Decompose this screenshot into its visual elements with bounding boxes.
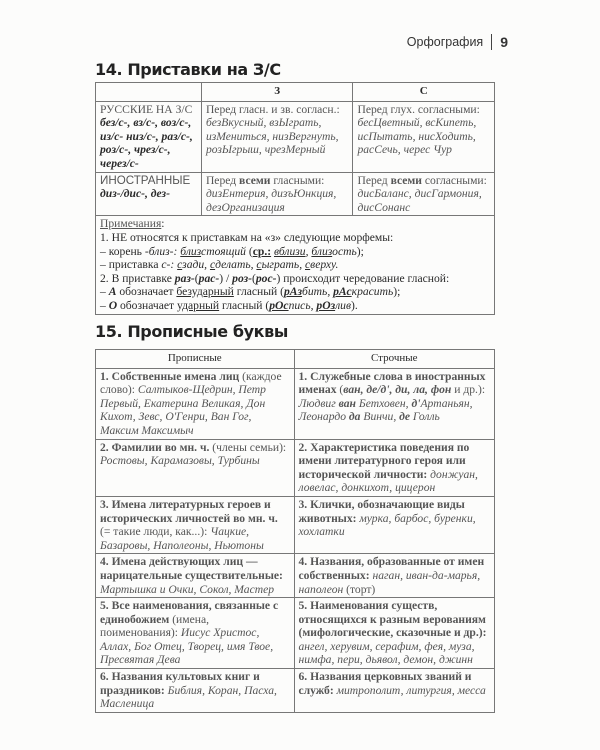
text-run: ыграть, [261,258,305,272]
text-line [299,441,491,495]
section-15-title: 15. Прописные буквы [95,322,288,341]
text-run: ). [351,298,358,312]
text-run: Перед гласн. и зв. согласн.: [205,102,340,116]
uppercase-rule-cell [96,368,295,439]
row-label-prefixes: без/с-, вз/с-, воз/с-, из/с- низ/с-, раз/с-, роз/с-, чрез/с-, через/с- [100,116,193,170]
text-line [100,285,490,299]
text-run: Салтыков-Щедрин, Петр Первый, Екатерина Великая, Дон Кихот, Зевс, О'Генри, Ван Гог, Максим Максимыч [100,383,266,437]
text-run: ( [251,271,256,285]
text-line [357,103,490,157]
text-line [100,231,490,245]
text-run: безВкусный, взЫграть, изМениться, низВергнуть, розЫгрыш, чрезМерный [205,116,339,157]
table-row-foreign [96,172,495,216]
table-row [96,496,495,553]
text-line [206,174,349,215]
text-run: А [108,285,117,299]
text-run: бесЦветный, всКипеть, исПытать, нисХодить, расСечь, черес Чур [357,116,477,157]
text-line [100,272,490,286]
table-row [96,669,495,713]
text-run: д' [411,396,421,410]
text-run: вблизи [273,244,306,258]
text-run: 1. Собственные имена лиц [100,369,240,383]
text-run: – [100,285,109,299]
text-run: 5. Наименования существ, относящихся к разным верованиям (мифологические, сказочные и др.): [298,599,487,640]
text-run: ) / [219,271,233,285]
text-line [100,599,290,667]
text-run: Бетховен, [356,396,412,410]
column-header-s: С [353,83,495,102]
text-run: (члены семьи): [209,440,287,454]
column-header-lowercase: Строчные [294,350,495,369]
text-run: 5. Все наименования, связанные с единобожием [100,599,279,626]
text-run: – корень [100,244,145,258]
notes-row [96,216,495,314]
text-run: и др.): [451,383,486,397]
text-run: Перед [357,173,391,187]
text-run: Перед глух. согласными: [357,102,480,116]
text-run: (торт) [343,582,376,596]
text-run: стоящий [201,244,246,258]
text-run: 2. Характеристика поведения по имени литературного героя или исторической личности: [298,440,470,481]
text-line [100,370,290,438]
uppercase-rule-cell [96,496,295,553]
row-label [96,101,202,172]
cell-s [353,101,495,172]
text-run: ван, де/д', ди, ла, фон [343,383,452,397]
table-row [96,554,495,598]
text-run: бить, [302,285,334,299]
text-line [357,174,490,215]
text-line [100,245,490,259]
table-row [96,368,495,439]
text-line [299,370,491,424]
text-run: верху. [310,258,339,272]
text-run: ван [338,396,356,410]
text-run: с [256,258,262,272]
notes-lines [100,231,490,313]
text-run: ( [245,244,253,258]
text-run: , [305,244,312,258]
lowercase-rule-cell [294,669,495,713]
table-row [96,598,495,669]
text-run: – приставка [100,258,162,272]
text-run: с-: [161,258,178,272]
text-run: дизЕнтерия, дизъЮнкция, дезОрганизация [205,187,337,214]
text-run: дисБаланс, дисГармония, дисСонанс [357,187,482,214]
text-run: Людвиг [298,396,339,410]
text-run: 3. Имена литературных героев и исторических личностей во мн. ч. [100,497,278,525]
table-row-russian [96,101,495,172]
table-header-row [96,83,495,102]
column-header-uppercase: Прописные [96,350,295,369]
section-14-title: 14. Приставки на З/С [95,60,281,79]
text-run: Голль [410,410,440,424]
text-run: гласный ( [233,285,284,299]
text-run: О [108,298,118,312]
text-run: 6. Названия церковных званий и служб: [298,670,472,697]
section-name: Орфография [406,35,484,49]
text-run: близ [180,244,202,258]
text-run: раз- [174,271,195,285]
text-run: рОс [269,298,289,312]
capitals-table [95,349,495,713]
text-run: ударный [177,298,220,312]
text-run: – [100,298,109,312]
text-run: безударный [176,285,234,299]
text-line [299,555,491,596]
text-run: Винчи, [360,410,400,424]
text-run: согласными: [421,173,487,187]
text-run: обозначает [116,285,177,299]
text-run: рАз [283,285,303,299]
uppercase-rule-cell [96,598,295,669]
text-run: митрополит, литургия, месса [336,683,486,697]
text-run: да [348,410,361,424]
text-run: Артаньян, Леонардо [298,396,473,424]
column-header [96,83,202,102]
text-run: Библия, Коран, Пасха, Масленица [100,683,277,711]
text-run: гласный ( [219,298,270,312]
notes-title: Примечания [100,217,162,231]
text-run: пись, [288,298,317,312]
column-header-z: З [201,83,353,102]
text-run: ангел, херувим, серафим, фея, муза, нимфа, пери, дьявол, демон, джинн [298,639,475,667]
prefix-table [95,82,495,315]
text-run: всеми [390,173,422,187]
text-run: ость [332,244,357,258]
text-run: Перед [205,173,240,187]
text-line [100,299,490,313]
text-run: близ [311,244,333,258]
text-run: ср.: [252,244,272,258]
uppercase-rule-cell [96,669,295,713]
text-run: -близ-: [144,244,181,258]
text-run: донжуан, ловелас, донкихот, цицерон [298,467,478,495]
text-run: делать, [215,258,257,272]
text-run: наган, иван-да-марья, наполеон [298,568,481,596]
text-run: гласными: [270,173,325,187]
text-run: лив [335,298,351,312]
page-number: 9 [500,34,508,50]
text-line [299,498,491,539]
text-line [100,441,290,468]
text-line [299,599,491,667]
text-run: (каждое слово): [100,369,282,397]
text-run: 1. НЕ относятся к приставкам на «з» следующие морфемы: [100,230,394,244]
text-run: де [399,410,411,424]
header-divider [491,34,492,50]
cell-z [201,101,353,172]
running-header [407,34,508,50]
text-run: 1. Служебные слова в иностранных именах [298,369,486,397]
text-run: рОз [316,298,336,312]
notes-cell: Примечания: 1. НЕ относятся к приставкам на «з» следующие морфемы: – корень -близ-: близстоящий (ср.: вблизи, близость); – приставка с-: сзади, сделать, сыграть, сверху. 2. В приставке раз-(рас-) / роз-(рос-) происходит чередование гласной: – А обозначает безударный гласный (рАзбить, рАскрасить); – О обозначает ударный гласный (рОспись, рОзлив). [96,216,495,314]
text-run: (= такие люди, как...): [100,525,211,539]
text-run: красить [351,285,394,299]
text-run: Иисус Христос, Аллах, Бог Отец, Творец, имя Твое, Пресвятая Дева [100,626,274,667]
text-run: Ростовы, Карамазовы, Турбины [100,454,260,468]
row-label-caps: РУССКИЕ НА З/С [100,102,193,116]
text-run: обозначает [117,298,178,312]
text-line [100,258,490,272]
text-run: 2. В приставке [100,271,175,285]
text-run: 6. Названия культовых книг и праздников: [100,670,260,697]
lowercase-rule-cell [294,439,495,496]
lowercase-rule-cell [294,554,495,598]
text-run: зади, [182,258,210,272]
text-run: 2. Фамилии во мн. ч. [100,440,210,454]
text-run: с [177,258,183,272]
table-row [96,439,495,496]
lowercase-rule-cell [294,496,495,553]
text-run: Чацкие, Базаровы, Наполеоны, Ньютоны [100,525,264,552]
text-run: рАс [333,285,352,299]
text-run: всеми [239,173,271,187]
table-header-row [96,350,495,369]
cell-s [353,172,495,216]
row-label [96,172,202,216]
text-line [206,103,349,157]
text-run: ) происходит чередование гласной: [276,271,450,285]
text-run: (имена, поименования): [100,612,209,640]
text-run: ); [356,244,364,258]
text-line [100,498,290,552]
text-run: роз- [232,271,252,285]
text-run: рос- [255,271,277,285]
text-run: Мартышка и Очки, Сокол, Мастер [100,582,275,596]
text-run: ( [194,271,199,285]
text-run: ( [336,383,344,397]
text-run: 3. Клички, обозначающие виды животных: [298,497,465,525]
cell-z [201,172,353,216]
row-label-prefixes: диз-/дис-, дез- [100,187,170,201]
text-run: ); [393,285,401,299]
uppercase-rule-cell [96,439,295,496]
text-run: с [209,258,216,272]
text-line [100,670,290,711]
text-line [299,670,491,697]
row-label-caps: ИНОСТРАННЫЕ [100,173,191,187]
text-run: 4. Имена действующих лиц — нарицательные существительные: [100,555,283,582]
uppercase-rule-cell [96,554,295,598]
text-run: мурка, барбос, буренки, хохлатки [298,511,476,539]
lowercase-rule-cell [294,368,495,439]
lowercase-rule-cell [294,598,495,669]
text-line [100,555,290,596]
text-run: с [305,258,311,272]
text-run: рас- [198,271,220,285]
text-run: 4. Названия, образованные от имен собственных: [298,555,485,582]
